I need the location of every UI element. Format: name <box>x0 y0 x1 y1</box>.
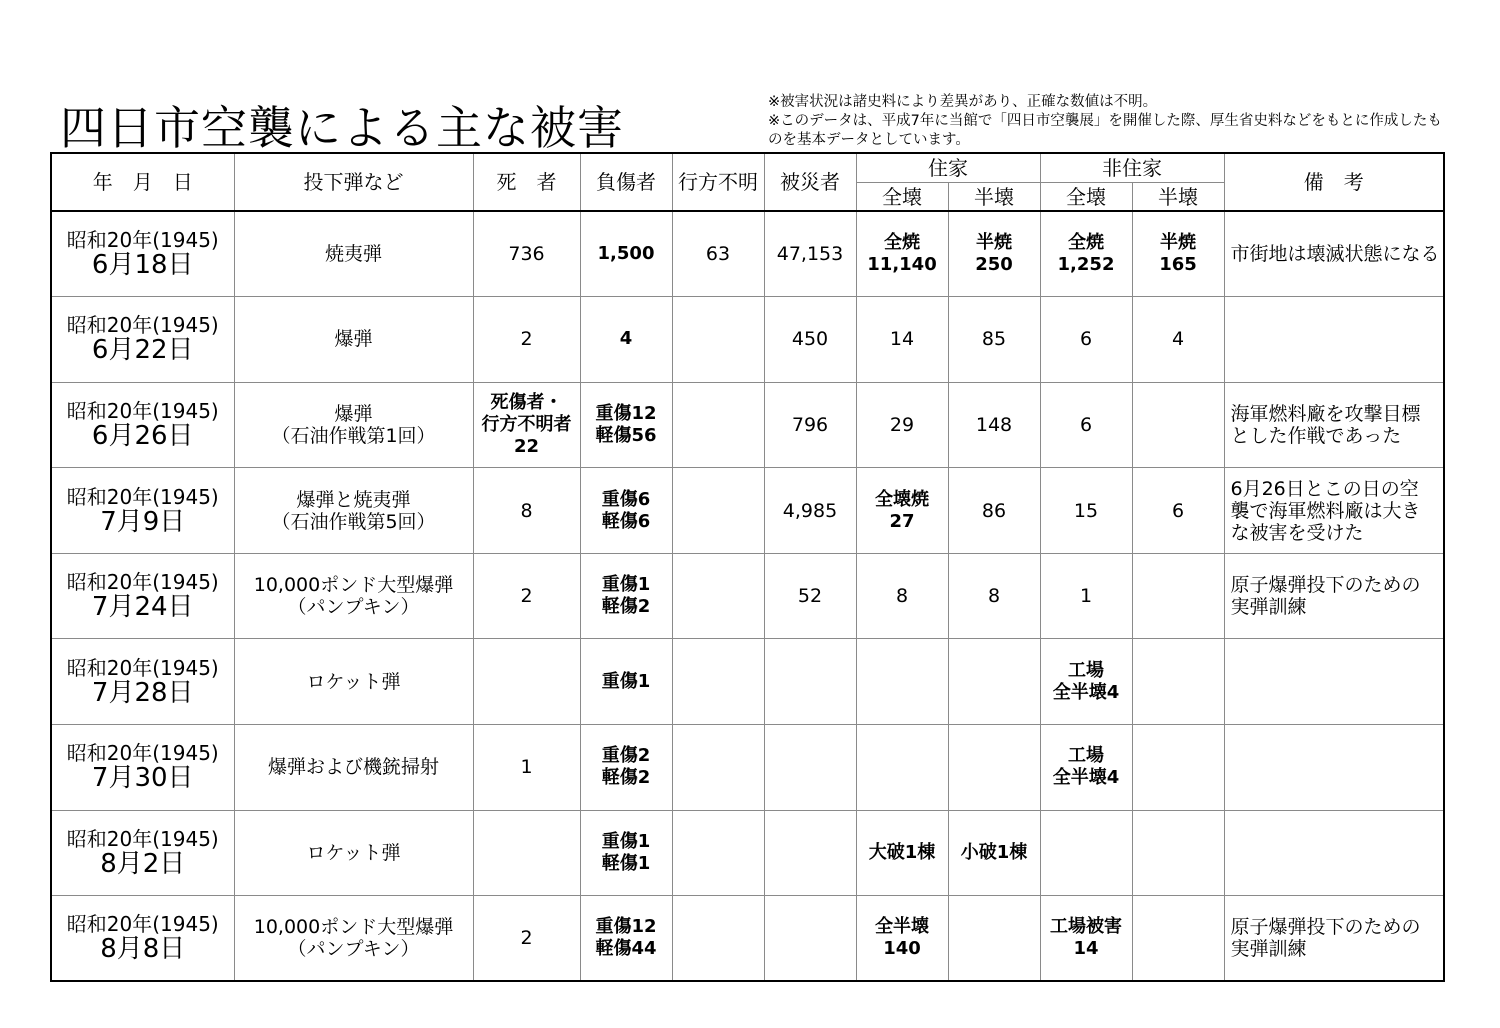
cell-line: （パンプキン） <box>287 596 420 619</box>
nonhouse-full-cell <box>1040 896 1132 982</box>
table-row <box>51 639 1444 725</box>
date-month-day: 6月26日 <box>91 420 194 451</box>
victims-cell: 52 <box>764 553 856 639</box>
house-half-cell <box>948 468 1040 554</box>
injured-cell <box>580 211 672 297</box>
cell-line: 14 <box>889 328 915 351</box>
missing-cell <box>672 810 764 896</box>
table-row <box>51 382 1444 468</box>
nonhouse-half-cell <box>1132 297 1224 383</box>
cell-line: 重傷12 <box>595 916 657 938</box>
bomb-cell <box>234 553 473 639</box>
injured-cell <box>580 810 672 896</box>
house-half-cell <box>948 639 1040 725</box>
remark-line: 海軍燃料廠を攻撃目標 <box>1230 402 1421 425</box>
remark-line: 原子爆弾投下のための <box>1230 916 1421 939</box>
date-year: 昭和20年(1945) <box>66 484 219 509</box>
cell-line: 8 <box>895 585 909 608</box>
cell-line: 6 <box>1079 413 1093 436</box>
date-cell <box>51 297 234 383</box>
date-month-day: 6月22日 <box>91 335 194 366</box>
dead-cell <box>473 468 580 554</box>
cell-line: 736 <box>508 243 545 266</box>
cell-line: （石油作戦第5回） <box>271 510 436 533</box>
date-cell <box>51 468 234 554</box>
cell-line: 22 <box>513 435 540 457</box>
cell-line: 2 <box>520 927 533 950</box>
victims-cell: 4,985 <box>764 468 856 554</box>
table-row <box>51 468 1444 554</box>
cell-line: 250 <box>975 254 1013 276</box>
missing-cell <box>672 896 764 982</box>
dead-cell <box>473 297 580 383</box>
cell-line: 1,500 <box>597 243 655 265</box>
nonhouse-half-cell <box>1132 211 1224 297</box>
victims-cell <box>764 639 856 725</box>
cell-line: 1,252 <box>1057 254 1115 276</box>
cell-line: 14 <box>1073 938 1099 960</box>
cell-line: 工場 <box>1068 659 1104 681</box>
cell-line: （パンプキン） <box>287 938 420 961</box>
date-cell <box>51 639 234 725</box>
date-year: 昭和20年(1945) <box>66 655 219 680</box>
page-title: 四日市空襲による主な被害 <box>60 101 624 155</box>
table-row <box>51 896 1444 982</box>
cell-line: 6 <box>1079 328 1093 351</box>
remarks-cell <box>1224 553 1444 639</box>
cell-line: 全半壊 <box>875 916 929 938</box>
nonhouse-full-cell <box>1040 810 1132 896</box>
damage-table <box>50 152 1445 982</box>
nonhouse-full-cell <box>1040 468 1132 554</box>
header-date: 年 月 日 <box>51 153 234 211</box>
cell-line: 2 <box>520 328 533 351</box>
house-half-cell <box>948 382 1040 468</box>
victims-cell: 47,153 <box>764 211 856 297</box>
nonhouse-full-cell <box>1040 382 1132 468</box>
missing-cell: 63 <box>672 211 764 297</box>
injured-cell <box>580 553 672 639</box>
missing-cell <box>672 553 764 639</box>
header-house-half: 半壊 <box>948 183 1040 212</box>
cell-line: 重傷1 <box>601 670 651 692</box>
injured-cell <box>580 297 672 383</box>
bomb-cell <box>234 639 473 725</box>
remark-line: 原子爆弾投下のための <box>1230 574 1421 597</box>
nonhouse-full-cell <box>1040 211 1132 297</box>
cell-line: 全焼 <box>1068 232 1104 254</box>
cell-line: 27 <box>889 510 915 532</box>
date-month-day: 6月18日 <box>91 250 194 281</box>
table-row <box>51 810 1444 896</box>
victims-cell: 796 <box>764 382 856 468</box>
header-nonhouse-half: 半壊 <box>1132 183 1224 212</box>
injured-cell <box>580 725 672 811</box>
header-missing: 行方不明 <box>672 153 764 211</box>
date-cell <box>51 211 234 297</box>
remarks-cell <box>1224 468 1444 554</box>
injured-cell <box>580 639 672 725</box>
nonhouse-half-cell <box>1132 382 1224 468</box>
cell-line: 軽傷1 <box>601 852 651 874</box>
date-month-day: 7月9日 <box>100 506 186 537</box>
remarks-cell <box>1224 297 1444 383</box>
house-half-cell <box>948 725 1040 811</box>
cell-line: 2 <box>520 585 533 608</box>
victims-cell <box>764 896 856 982</box>
note-line: ※被害状況は諸史料により差異があり、正確な数値は不明。 <box>768 94 1158 110</box>
dead-cell <box>473 725 580 811</box>
cell-line: 爆弾および機銃掃射 <box>267 756 439 779</box>
cell-line: 焼夷弾 <box>324 243 382 266</box>
cell-line: 140 <box>883 938 921 960</box>
cell-line: 大破1棟 <box>868 841 936 863</box>
remark-line: とした作戦であった <box>1230 424 1402 447</box>
cell-line: 軽傷2 <box>601 596 651 618</box>
date-month-day: 7月24日 <box>91 592 194 623</box>
cell-line: 10,000ポンド大型爆弾 <box>253 916 454 939</box>
header-house-full: 全壊 <box>856 183 948 212</box>
date-year: 昭和20年(1945) <box>66 912 219 937</box>
cell-line: 半焼 <box>1160 232 1196 254</box>
bomb-cell <box>234 211 473 297</box>
nonhouse-full-cell <box>1040 725 1132 811</box>
cell-line: 全半壊4 <box>1052 681 1120 703</box>
date-cell <box>51 810 234 896</box>
date-year: 昭和20年(1945) <box>66 398 219 423</box>
table-row <box>51 725 1444 811</box>
date-month-day: 7月30日 <box>91 763 194 794</box>
cell-line: 全焼 <box>884 232 920 254</box>
date-year: 昭和20年(1945) <box>66 228 219 253</box>
cell-line: ロケット弾 <box>306 841 401 864</box>
missing-cell <box>672 468 764 554</box>
bomb-cell <box>234 297 473 383</box>
header-victims: 被災者 <box>764 153 856 211</box>
cell-line: 行方不明者 <box>481 413 572 435</box>
cell-line: 重傷2 <box>601 745 651 767</box>
cell-line: ロケット弾 <box>306 670 401 693</box>
notes <box>768 93 1448 150</box>
bomb-cell <box>234 810 473 896</box>
cell-line: 29 <box>889 413 915 436</box>
bomb-cell <box>234 725 473 811</box>
table-row <box>51 297 1444 383</box>
cell-line: 工場被害 <box>1050 916 1122 938</box>
victims-cell: 450 <box>764 297 856 383</box>
date-year: 昭和20年(1945) <box>66 570 219 595</box>
header-nonhouse-full: 全壊 <box>1040 183 1132 212</box>
date-month-day: 7月28日 <box>91 677 194 708</box>
house-half-cell <box>948 297 1040 383</box>
remark-line: 襲で海軍燃料廠は大き <box>1230 499 1421 522</box>
nonhouse-half-cell <box>1132 810 1224 896</box>
cell-line: 重傷6 <box>601 488 651 510</box>
note-line: ※このデータは、平成7年に当館で「四日市空襲展」を開催した際、厚生省史料などをもとに作成したものを基本データとしています。 <box>768 113 1442 148</box>
cell-line: 10,000ポンド大型爆弾 <box>253 574 454 597</box>
bomb-cell <box>234 382 473 468</box>
bomb-cell <box>234 468 473 554</box>
remark-line: 市街地は壊滅状態になる <box>1230 243 1440 266</box>
remark-line: な被害を受けた <box>1230 521 1364 544</box>
table-header <box>51 153 1444 211</box>
cell-line: 重傷1 <box>601 830 651 852</box>
cell-line: 爆弾と焼夷弾 <box>296 488 411 511</box>
cell-line: 軽傷44 <box>595 938 657 960</box>
missing-cell <box>672 297 764 383</box>
missing-cell <box>672 639 764 725</box>
remarks-cell <box>1224 382 1444 468</box>
cell-line: 148 <box>975 413 1013 436</box>
cell-line: 165 <box>1159 254 1197 276</box>
date-cell <box>51 382 234 468</box>
cell-line: 死傷者・ <box>490 391 563 413</box>
header-bomb: 投下弾など <box>234 153 473 211</box>
dead-cell <box>473 382 580 468</box>
remarks-cell <box>1224 810 1444 896</box>
remark-line: 実弾訓練 <box>1230 596 1307 619</box>
cell-line: 8 <box>987 585 1001 608</box>
date-cell <box>51 725 234 811</box>
remarks-cell <box>1224 725 1444 811</box>
remark-line: 6月26日とこの日の空 <box>1230 477 1419 500</box>
house-full-cell <box>856 382 948 468</box>
house-half-cell <box>948 553 1040 639</box>
missing-cell <box>672 725 764 811</box>
victims-cell <box>764 725 856 811</box>
dead-cell <box>473 896 580 982</box>
cell-line: 1 <box>520 756 533 779</box>
victims-cell <box>764 810 856 896</box>
cell-line: 爆弾 <box>334 402 373 425</box>
nonhouse-full-cell <box>1040 297 1132 383</box>
cell-line: 爆弾 <box>334 328 373 351</box>
cell-line: 半焼 <box>976 232 1012 254</box>
injured-cell <box>580 468 672 554</box>
nonhouse-half-cell <box>1132 639 1224 725</box>
dead-cell <box>473 639 580 725</box>
remarks-cell <box>1224 639 1444 725</box>
cell-line: 軽傷2 <box>601 767 651 789</box>
injured-cell <box>580 382 672 468</box>
cell-line: 1 <box>1079 585 1093 608</box>
dead-cell <box>473 211 580 297</box>
cell-line: （石油作戦第1回） <box>271 424 436 447</box>
house-full-cell <box>856 553 948 639</box>
table-body <box>51 211 1444 981</box>
cell-line: 軽傷6 <box>601 510 651 532</box>
dead-cell <box>473 810 580 896</box>
header-non-houses: 非住家 <box>1040 153 1224 183</box>
remarks-cell <box>1224 896 1444 982</box>
cell-line: 全半壊4 <box>1052 767 1120 789</box>
house-full-cell <box>856 297 948 383</box>
date-year: 昭和20年(1945) <box>66 313 219 338</box>
date-month-day: 8月8日 <box>100 934 186 965</box>
cell-line: 4 <box>1171 328 1185 351</box>
cell-line: 6 <box>1171 499 1185 522</box>
remarks-cell <box>1224 211 1444 297</box>
nonhouse-full-cell <box>1040 553 1132 639</box>
date-cell <box>51 553 234 639</box>
date-year: 昭和20年(1945) <box>66 826 219 851</box>
cell-line: 全壊焼 <box>875 488 929 510</box>
cell-line: 15 <box>1073 499 1099 522</box>
injured-cell <box>580 896 672 982</box>
cell-line: 4 <box>619 328 633 350</box>
table-row <box>51 211 1444 297</box>
cell-line: 86 <box>981 499 1007 522</box>
cell-line: 軽傷56 <box>595 424 657 446</box>
house-half-cell <box>948 211 1040 297</box>
cell-line: 8 <box>520 499 533 522</box>
table-row <box>51 553 1444 639</box>
header-remarks: 備 考 <box>1224 153 1444 211</box>
cell-line: 重傷1 <box>601 574 651 596</box>
cell-line: 11,140 <box>867 254 937 276</box>
dead-cell <box>473 553 580 639</box>
house-full-cell <box>856 211 948 297</box>
header-houses: 住家 <box>856 153 1040 183</box>
cell-line: 工場 <box>1068 745 1104 767</box>
house-full-cell <box>856 468 948 554</box>
house-half-cell <box>948 810 1040 896</box>
nonhouse-full-cell <box>1040 639 1132 725</box>
house-half-cell <box>948 896 1040 982</box>
date-year: 昭和20年(1945) <box>66 741 219 766</box>
nonhouse-half-cell <box>1132 553 1224 639</box>
cell-line: 重傷12 <box>595 402 657 424</box>
header-dead: 死 者 <box>473 153 580 211</box>
house-full-cell <box>856 896 948 982</box>
nonhouse-half-cell <box>1132 896 1224 982</box>
cell-line: 85 <box>981 328 1007 351</box>
house-full-cell <box>856 810 948 896</box>
bomb-cell <box>234 896 473 982</box>
remark-line: 実弾訓練 <box>1230 938 1307 961</box>
date-month-day: 8月2日 <box>100 848 186 879</box>
house-full-cell <box>856 639 948 725</box>
date-cell <box>51 896 234 982</box>
nonhouse-half-cell <box>1132 468 1224 554</box>
nonhouse-half-cell <box>1132 725 1224 811</box>
missing-cell <box>672 382 764 468</box>
cell-line: 小破1棟 <box>960 841 1028 863</box>
header-injured: 負傷者 <box>580 153 672 211</box>
house-full-cell <box>856 725 948 811</box>
